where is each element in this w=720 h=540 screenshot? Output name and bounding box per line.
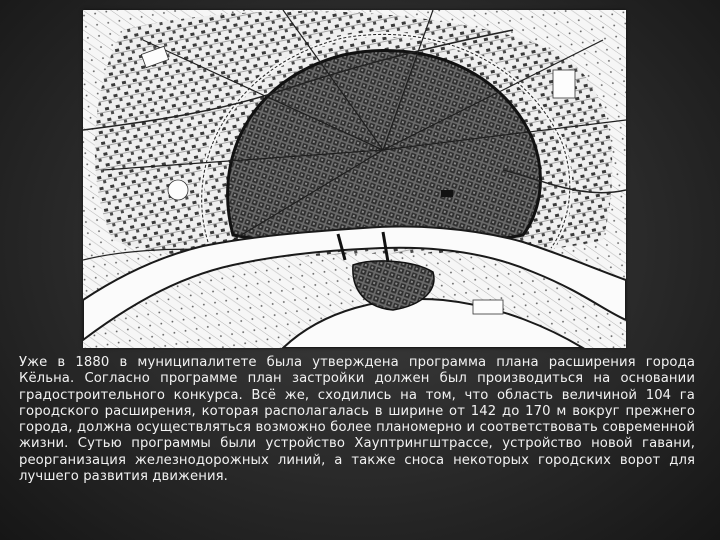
city-map-image [83, 10, 626, 348]
slide-paragraph: Уже в 1880 в муниципалитете была утверждена программа плана расширения города Кёльна. Согласно программе план застройки должен был производиться на основании градостроительного конкурса. Всё же, сходились на том, что область величиной 104 га городского расширения, которая располагалась в ширине от 142 до 170 м вокруг прежнего города, должна осуществляться возможно более планомерно и соответствовать современной жизни. Сутью программы были устройство Хауптрингштрассе, устройство новой гавани, реорганизация железнодорожных линий, а также сноса некоторых городских ворот для лучшего развития движения. [19, 355, 695, 485]
map-cathedral [441, 190, 453, 197]
